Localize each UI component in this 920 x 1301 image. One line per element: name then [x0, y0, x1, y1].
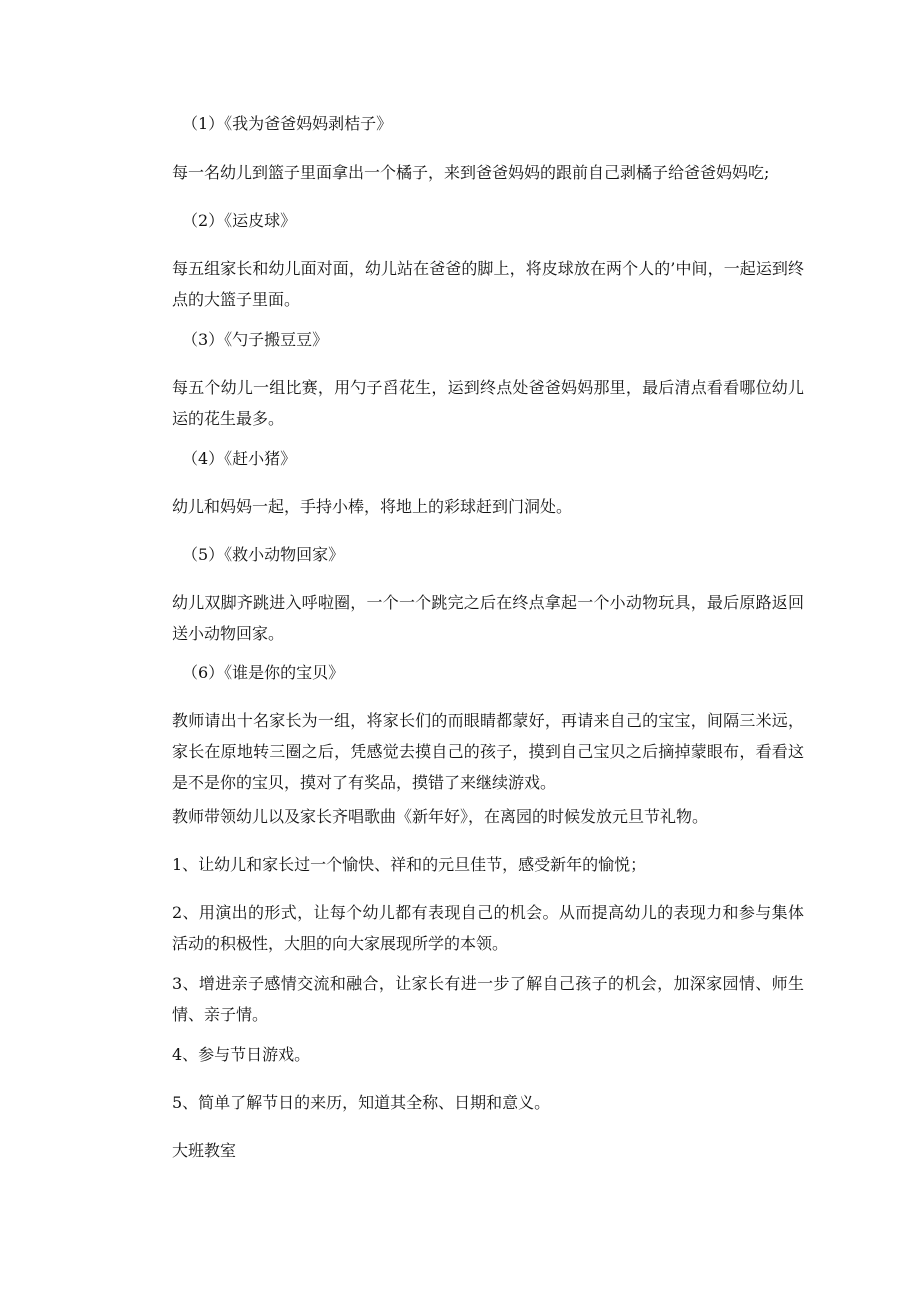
game-5-description: 幼儿双脚齐跳进入呼啦圈，一个一个跳完之后在终点拿起一个小动物玩具，最后原路返回送小动物回家。 [172, 593, 804, 643]
game-6-description: 教师请出十名家长为一组，将家长们的而眼睛都蒙好，再请来自己的宝宝，间隔三米远，家长在原地转三圈之后，凭感觉去摸自己的孩子，摸到自己宝贝之后摘掉蒙眼布，看看这是不是你的宝贝，摸对了有奖品，摸错了来继续游戏。 [172, 711, 804, 792]
game-1-heading: （1）《我为爸爸妈妈剥桔子》 [182, 114, 393, 133]
game-3-heading: （3）《勺子搬豆豆》 [182, 330, 329, 349]
closing-activity: 教师带领幼儿以及家长齐唱歌曲《新年好》，在离园的时候发放元旦节礼物。 [172, 807, 709, 826]
game-6-heading: （6）《谁是你的宝贝》 [182, 663, 345, 682]
goal-4: 4、参与节日游戏。 [172, 1045, 311, 1064]
game-4-heading: （4）《赶小猪》 [182, 449, 297, 468]
game-2-heading: （2）《运皮球》 [182, 211, 297, 230]
goal-5: 5、简单了解节日的来历，知道其全称、日期和意义。 [172, 1093, 551, 1112]
game-2-description: 每五组家长和幼儿面对面，幼儿站在爸爸的脚上，将皮球放在两个人的’中间，一起运到终点的大篮子里面。 [172, 259, 804, 309]
location-label: 大班教室 [172, 1141, 237, 1160]
game-5-heading: （5）《救小动物回家》 [182, 545, 345, 564]
game-4-description: 幼儿和妈妈一起，手持小棒，将地上的彩球赶到门洞处。 [172, 497, 573, 516]
goal-1: 1、让幼儿和家长过一个愉快、祥和的元旦佳节，感受新年的愉悦； [172, 855, 647, 874]
goal-2: 2、用演出的形式，让每个幼儿都有表现自己的机会。从而提高幼儿的表现力和参与集体活动的积极性，大胆的向大家展现所学的本领。 [172, 903, 804, 953]
goal-3: 3、增进亲子感情交流和融合，让家长有进一步了解自己孩子的机会，加深家园情、师生情、亲子情。 [172, 974, 804, 1024]
game-3-description: 每五个幼儿一组比赛，用勺子舀花生，运到终点处爸爸妈妈那里，最后清点看看哪位幼儿运的花生最多。 [172, 378, 804, 428]
game-1-description: 每一名幼儿到篮子里面拿出一个橘子，来到爸爸妈妈的跟前自己剥橘子给爸爸妈妈吃; [172, 163, 770, 182]
